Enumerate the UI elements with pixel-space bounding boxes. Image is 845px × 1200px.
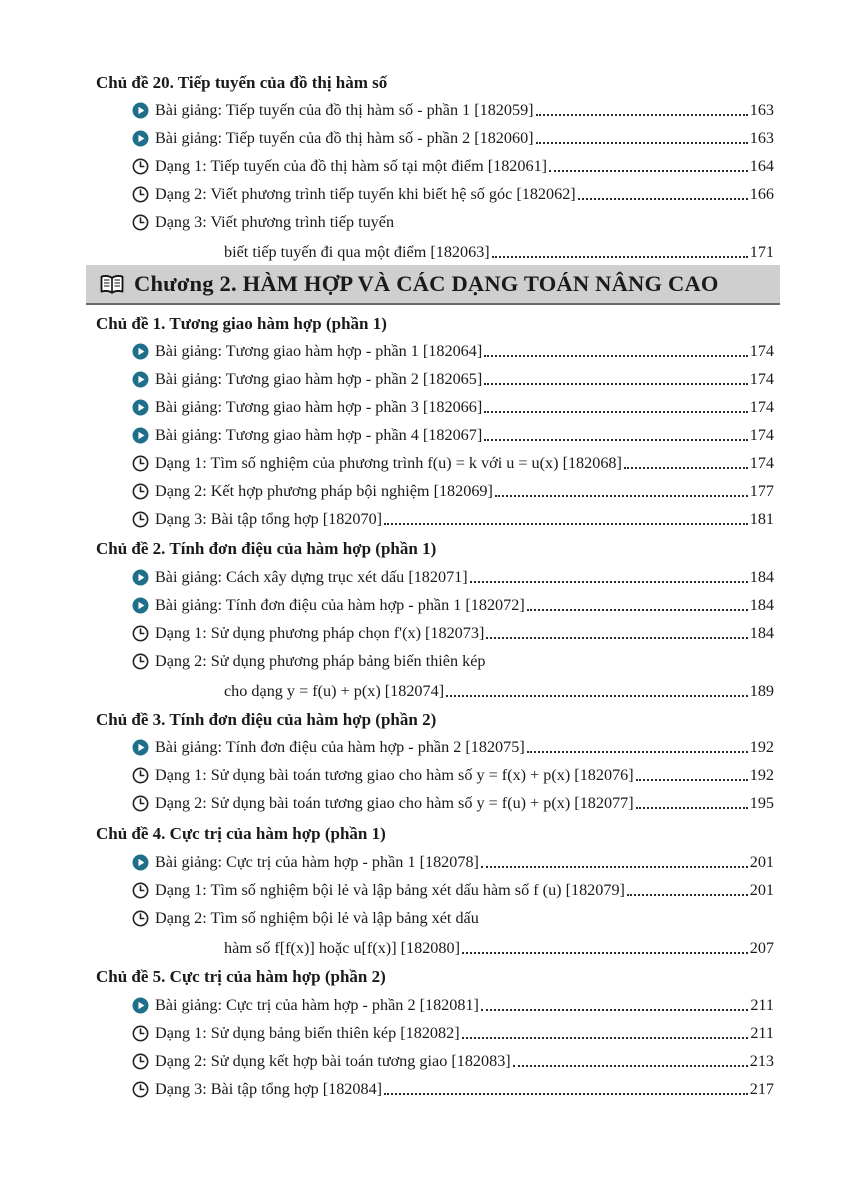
clock-icon xyxy=(132,483,149,500)
page-number: 195 xyxy=(749,793,774,812)
play-circle-icon xyxy=(132,597,149,614)
clock-icon xyxy=(132,767,149,784)
chapter-heading[interactable] xyxy=(86,265,780,305)
entry-text: Dạng 1: Tìm số nghiệm của phương trình f(u) = k với u = u(x) [182068] xyxy=(155,453,622,472)
entry-text: Bài giảng: Tương giao hàm hợp - phần 2 [182065] xyxy=(155,369,483,388)
entry-text: Dạng 2: Tìm số nghiệm bội lẻ và lập bảng xét dấu xyxy=(155,908,479,927)
dot-leader xyxy=(492,255,748,258)
page-number: 217 xyxy=(749,1079,774,1098)
toc-entry[interactable] xyxy=(132,99,774,121)
page-number: 174 xyxy=(749,397,774,416)
page-number: 192 xyxy=(749,737,774,756)
dot-leader xyxy=(484,354,747,357)
page-number: 201 xyxy=(749,852,774,871)
topic-4-title: Chủ đề 4. Cực trị của hàm hợp (phần 1) xyxy=(96,824,386,843)
page-number: 171 xyxy=(749,242,774,261)
page-number: 201 xyxy=(749,880,774,899)
clock-icon xyxy=(132,1053,149,1070)
dot-leader xyxy=(578,197,748,200)
clock-icon xyxy=(132,910,149,927)
clock-icon xyxy=(132,511,149,528)
toc-entry[interactable] xyxy=(132,594,774,616)
toc-entry[interactable] xyxy=(132,566,774,588)
topic-2-title: Chủ đề 2. Tính đơn điệu của hàm hợp (phần 1) xyxy=(96,539,437,558)
dot-leader xyxy=(462,951,748,954)
entry-text: Dạng 3: Bài tập tổng hợp [182084] xyxy=(155,1079,383,1098)
entry-text: Dạng 1: Sử dụng bài toán tương giao cho hàm số y = f(x) + p(x) [182076] xyxy=(155,765,634,784)
entry-text: Dạng 2: Kết hợp phương pháp bội nghiệm [182069] xyxy=(155,481,493,500)
clock-icon xyxy=(132,158,149,175)
toc-entry[interactable] xyxy=(132,1050,774,1072)
dot-leader xyxy=(527,750,748,753)
toc-entry[interactable] xyxy=(132,508,774,530)
entry-text: Bài giảng: Tiếp tuyến của đồ thị hàm số - phần 2 [182060] xyxy=(155,128,534,147)
entry-text-continued: hàm số f[f(x)] hoặc u[f(x)] [182080] xyxy=(224,938,460,957)
page-number: 181 xyxy=(749,509,774,528)
page-number: 207 xyxy=(749,938,774,957)
play-circle-icon xyxy=(132,343,149,360)
entry-text: Dạng 1: Tìm số nghiệm bội lẻ và lập bảng xét dấu hàm số f (u) [182079] xyxy=(155,880,625,899)
dot-leader xyxy=(486,636,747,639)
toc-entry-first-line[interactable] xyxy=(132,211,394,233)
toc-entry[interactable] xyxy=(132,452,774,474)
toc-entry[interactable] xyxy=(132,340,774,362)
page-number: 164 xyxy=(749,156,774,175)
dot-leader xyxy=(384,1092,748,1095)
entry-text-continued: biết tiếp tuyến đi qua một điểm [182063] xyxy=(224,242,490,261)
toc-entry-first-line[interactable] xyxy=(132,650,485,672)
page-number: 174 xyxy=(749,425,774,444)
dot-leader xyxy=(484,410,747,413)
toc-entry[interactable] xyxy=(132,127,774,149)
page-number: 177 xyxy=(749,481,774,500)
topic-3-title: Chủ đề 3. Tính đơn điệu của hàm hợp (phần 2) xyxy=(96,710,437,729)
entry-text: Dạng 2: Sử dụng kết hợp bài toán tương giao [182083] xyxy=(155,1051,511,1070)
page-number: 163 xyxy=(749,100,774,119)
toc-entry[interactable] xyxy=(132,851,774,873)
play-circle-icon xyxy=(132,997,149,1014)
toc-entry[interactable] xyxy=(132,792,774,814)
entry-text: Bài giảng: Tính đơn điệu của hàm hợp - phần 2 [182075] xyxy=(155,737,525,756)
dot-leader xyxy=(636,778,748,781)
page-number: 184 xyxy=(749,567,774,586)
toc-entry-continuation[interactable] xyxy=(224,680,774,702)
toc-entry[interactable] xyxy=(132,155,774,177)
play-circle-icon xyxy=(132,130,149,147)
entry-text: Bài giảng: Tương giao hàm hợp - phần 4 [182067] xyxy=(155,425,483,444)
entry-text: Bài giảng: Tiếp tuyến của đồ thị hàm số - phần 1 [182059] xyxy=(155,100,534,119)
play-circle-icon xyxy=(132,399,149,416)
page-number: 211 xyxy=(750,995,774,1014)
dot-leader xyxy=(462,1036,749,1039)
entry-text: Dạng 1: Sử dụng phương pháp chọn f'(x) [182073] xyxy=(155,623,485,642)
page-number: 192 xyxy=(749,765,774,784)
entry-text: Dạng 2: Sử dụng phương pháp bảng biến thiên kép xyxy=(155,651,486,670)
clock-icon xyxy=(132,214,149,231)
page-number: 184 xyxy=(749,623,774,642)
page-number: 213 xyxy=(749,1051,774,1070)
toc-entry[interactable] xyxy=(132,424,774,446)
dot-leader xyxy=(549,169,748,172)
page-number: 174 xyxy=(749,369,774,388)
toc-entry[interactable] xyxy=(132,736,774,758)
entry-text: Bài giảng: Tương giao hàm hợp - phần 1 [182064] xyxy=(155,341,483,360)
entry-text: Dạng 1: Sử dụng bảng biến thiên kép [182082] xyxy=(155,1023,460,1042)
entry-text: Dạng 3: Viết phương trình tiếp tuyến xyxy=(155,212,395,231)
entry-text: Bài giảng: Cực trị của hàm hợp - phần 1 [182078] xyxy=(155,852,479,871)
dot-leader xyxy=(384,522,748,525)
dot-leader xyxy=(470,580,748,583)
entry-text: Dạng 2: Viết phương trình tiếp tuyến khi biết hệ số góc [182062] xyxy=(155,184,576,203)
page-number: 174 xyxy=(749,453,774,472)
clock-icon xyxy=(132,1081,149,1098)
clock-icon xyxy=(132,455,149,472)
clock-icon xyxy=(132,1025,149,1042)
play-circle-icon xyxy=(132,427,149,444)
topic-5-title: Chủ đề 5. Cực trị của hàm hợp (phần 2) xyxy=(96,967,386,986)
topic-1-title: Chủ đề 1. Tương giao hàm hợp (phần 1) xyxy=(96,314,387,333)
toc-entry[interactable] xyxy=(132,1078,774,1100)
topic-20-title: Chủ đề 20. Tiếp tuyến của đồ thị hàm số xyxy=(96,73,388,92)
toc-entry[interactable] xyxy=(132,1022,774,1044)
toc-entry-continuation[interactable] xyxy=(224,937,774,959)
toc-entry-continuation[interactable] xyxy=(224,241,774,263)
entry-text: Bài giảng: Cực trị của hàm hợp - phần 2 [182081] xyxy=(155,995,479,1014)
page-number: 174 xyxy=(749,341,774,360)
entry-text: Bài giảng: Tính đơn điệu của hàm hợp - phần 1 [182072] xyxy=(155,595,525,614)
page-number: 211 xyxy=(750,1023,774,1042)
toc-entry[interactable] xyxy=(132,183,774,205)
entry-text: Bài giảng: Tương giao hàm hợp - phần 3 [182066] xyxy=(155,397,483,416)
dot-leader xyxy=(484,438,747,441)
play-circle-icon xyxy=(132,102,149,119)
toc-entry[interactable] xyxy=(132,396,774,418)
dot-leader xyxy=(513,1064,748,1067)
chapter-title: Chương 2. HÀM HỢP VÀ CÁC DẠNG TOÁN NÂNG CAO xyxy=(134,271,719,296)
dot-leader xyxy=(627,893,748,896)
play-circle-icon xyxy=(132,739,149,756)
dot-leader xyxy=(536,141,748,144)
play-circle-icon xyxy=(132,569,149,586)
dot-leader xyxy=(536,113,748,116)
dot-leader xyxy=(481,865,748,868)
page-number: 166 xyxy=(749,184,774,203)
entry-text: Bài giảng: Cách xây dựng trục xét dấu [182071] xyxy=(155,567,468,586)
toc-entry[interactable] xyxy=(132,994,774,1016)
toc-entry-first-line[interactable] xyxy=(132,907,479,929)
entry-text: Dạng 3: Bài tập tổng hợp [182070] xyxy=(155,509,383,528)
dot-leader xyxy=(495,494,748,497)
book-icon xyxy=(100,274,124,294)
toc-entry[interactable] xyxy=(132,480,774,502)
dot-leader xyxy=(527,608,748,611)
toc-entry[interactable] xyxy=(132,879,774,901)
clock-icon xyxy=(132,653,149,670)
clock-icon xyxy=(132,882,149,899)
clock-icon xyxy=(132,625,149,642)
dot-leader xyxy=(446,694,748,697)
page-number: 184 xyxy=(749,595,774,614)
page-number: 189 xyxy=(749,681,774,700)
dot-leader xyxy=(624,466,748,469)
play-circle-icon xyxy=(132,854,149,871)
play-circle-icon xyxy=(132,371,149,388)
dot-leader xyxy=(636,806,748,809)
toc-entry[interactable] xyxy=(132,764,774,786)
dot-leader xyxy=(484,382,747,385)
entry-text-continued: cho dạng y = f(u) + p(x) [182074] xyxy=(224,681,445,700)
page-number: 163 xyxy=(749,128,774,147)
clock-icon xyxy=(132,186,149,203)
entry-text: Dạng 2: Sử dụng bài toán tương giao cho hàm số y = f(u) + p(x) [182077] xyxy=(155,793,634,812)
toc-entry[interactable] xyxy=(132,368,774,390)
dot-leader xyxy=(481,1008,748,1011)
toc-entry[interactable] xyxy=(132,622,774,644)
clock-icon xyxy=(132,795,149,812)
entry-text: Dạng 1: Tiếp tuyến của đồ thị hàm số tại một điểm [182061] xyxy=(155,156,548,175)
